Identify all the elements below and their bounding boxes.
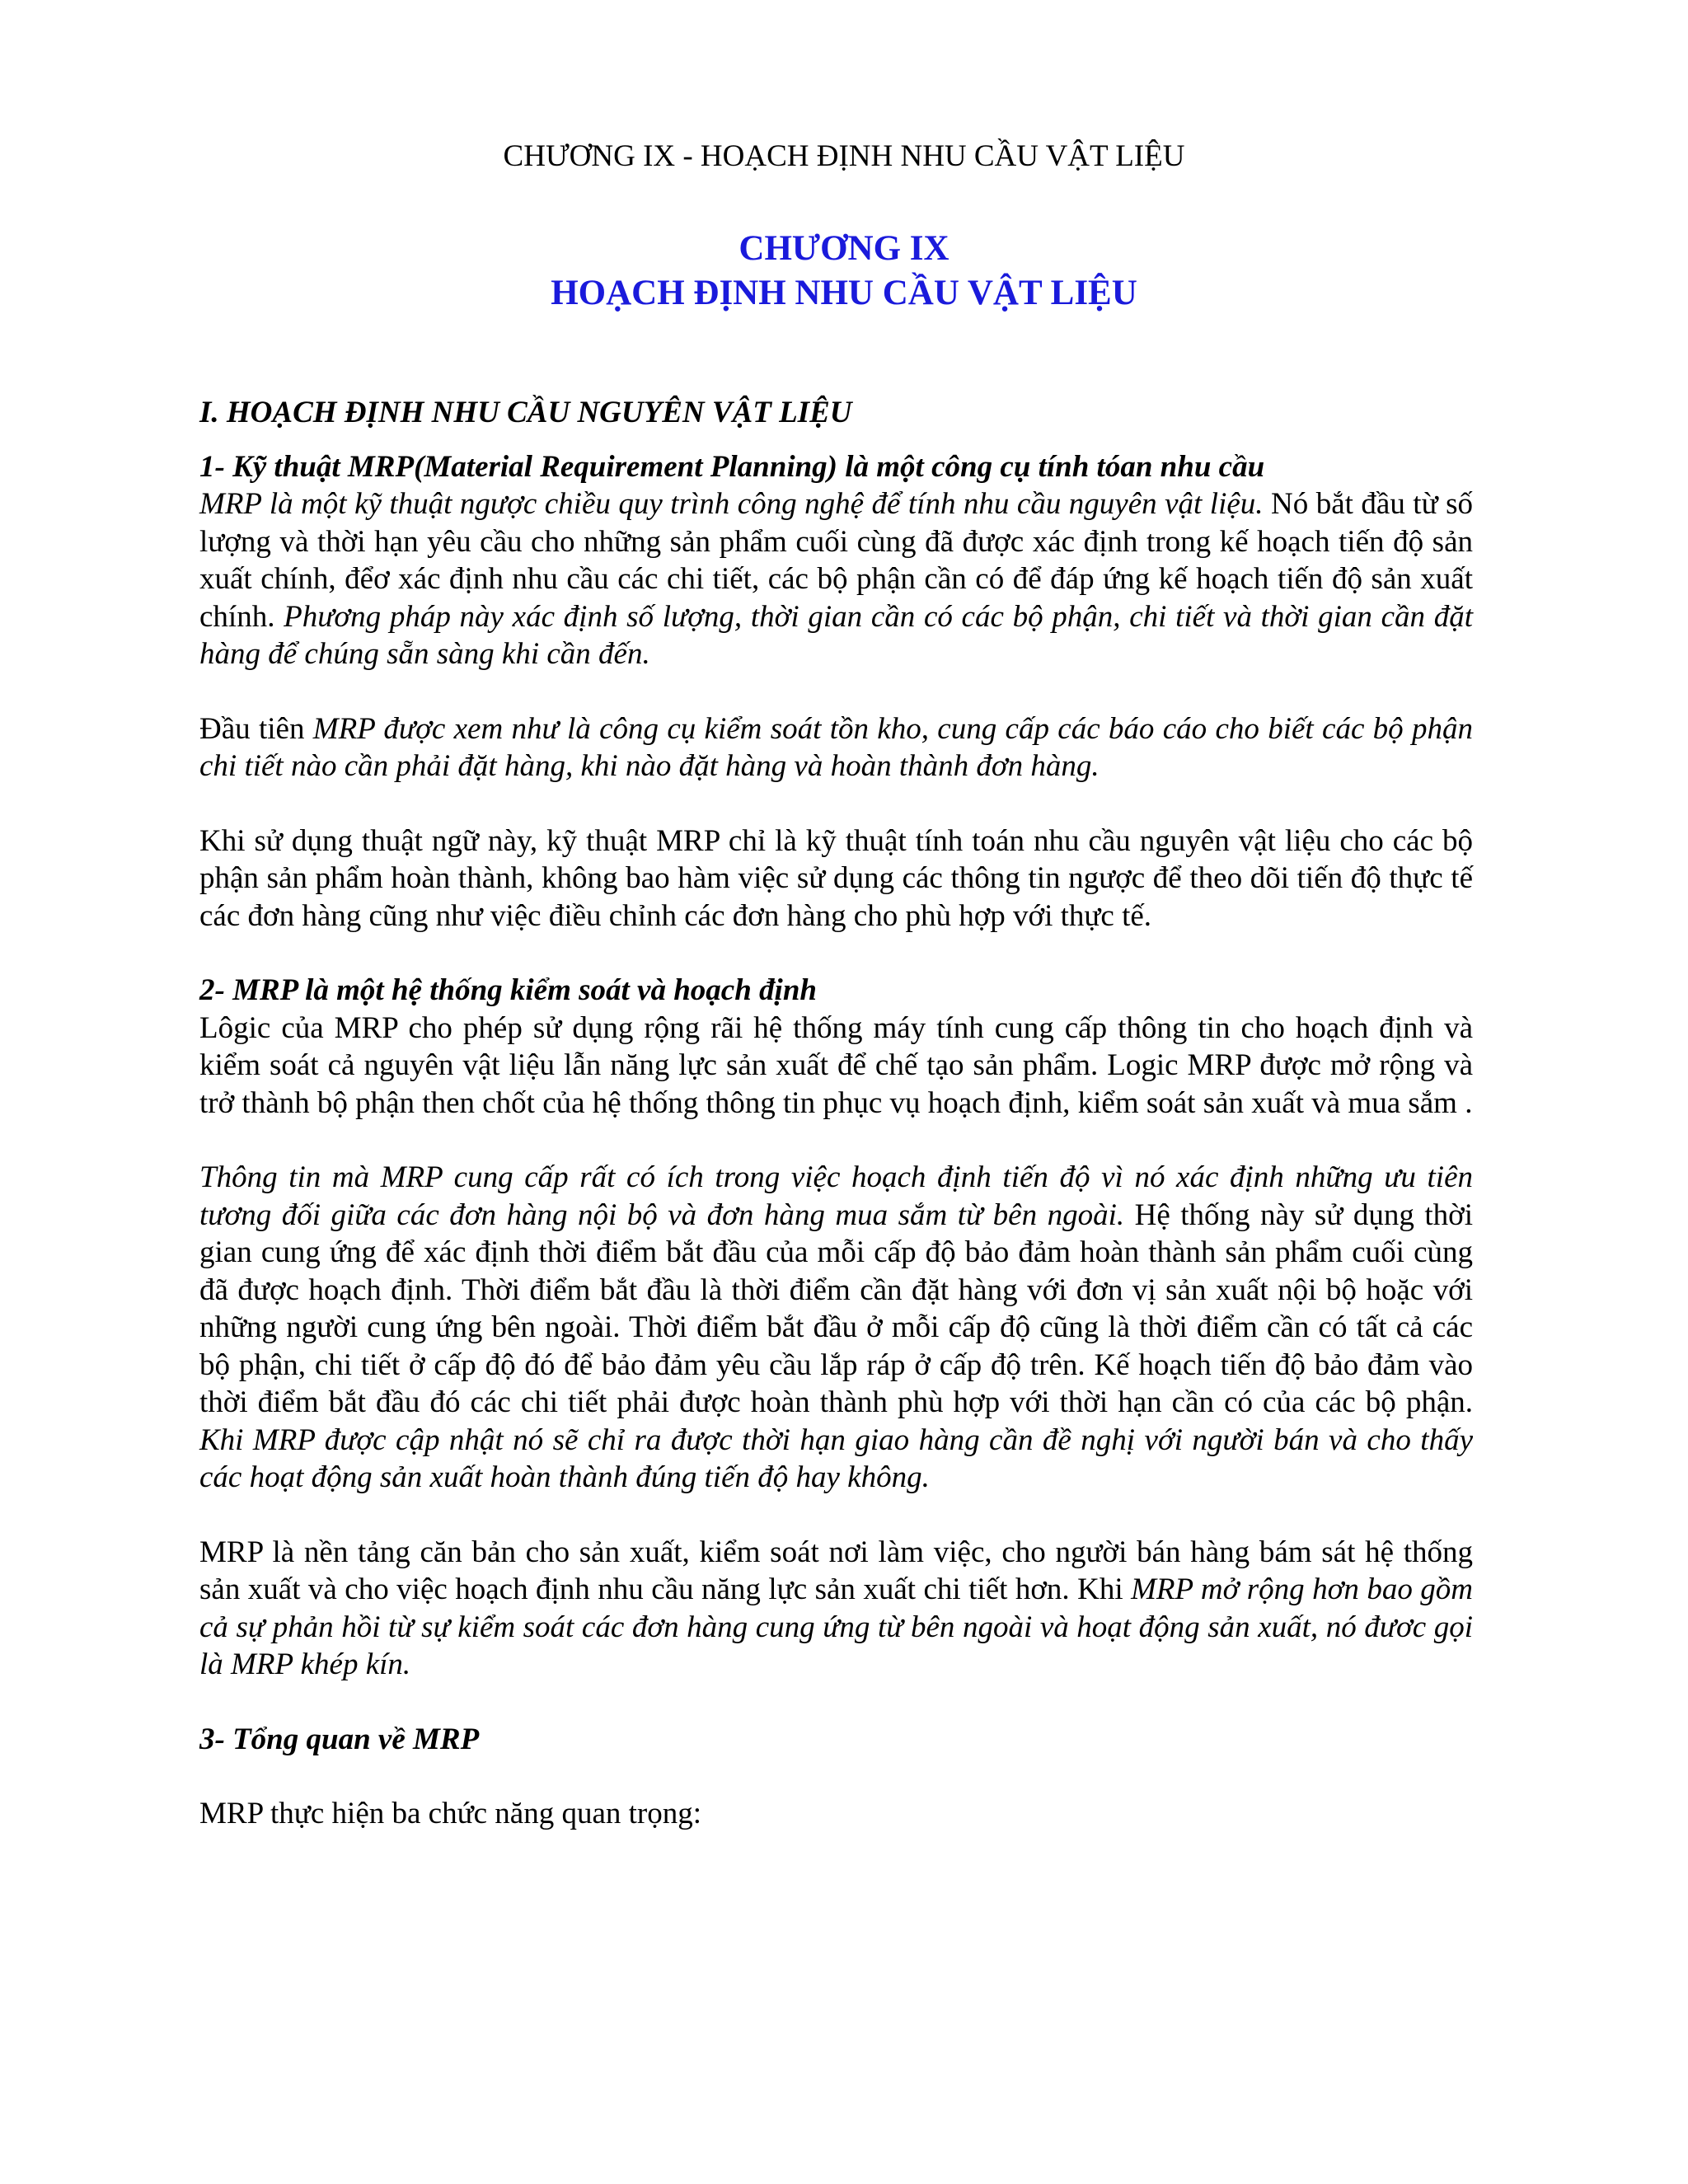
text-italic: MRP là một kỹ thuật ngược chiều quy trình công nghệ để tính nhu cầu nguyên vật liệu. [199,487,1264,521]
text-italic: Khi MRP được cập nhật nó sẽ chỉ ra được thời hạn giao hàng cần đề nghị với người bán và cho thấy các hoạt động sản xuất hoàn thành đúng tiến độ hay không. [199,1422,1473,1494]
text-italic: Phương pháp này xác định số lượng, thời gian cần có các bộ phận, chi tiết và thời gian cần đặt hàng để chúng sẵn sàng khi cần đến. [199,599,1473,671]
document-body [199,394,1473,1870]
text-italic: MRP được xem như là công cụ kiểm soát tồn kho, cung cấp các báo cáo cho biết các bộ phận chi tiết nào cần phải đặt hàng, khi nào đặt hàng và hoàn thành đơn hàng. [199,711,1473,783]
running-header: CHƯƠNG IX - HOẠCH ĐỊNH NHU CẦU VẬT LIỆU [503,139,1185,173]
text-italic: MRP mở rộng hơn bao gồm cả sự phản hồi từ sự kiểm soát các đơn hàng cung ứng từ bên ngoài và hoạt động sản xuất, nó đươc gọi là MRP khép kín. [199,1572,1473,1681]
text: Hệ thống này sử dụng thời gian cung ứng để xác định thời điểm bắt đầu của mỗi cấp độ bảo đảm hoàn thành sản phẩm cuối cùng đã được hoạch định. Thời điểm bắt đầu là thời điểm cần đặt hàng với đơn vị sản xuất nội bộ hoặc với những người cung ứng bên ngoài. Thời điểm bắt đầu ở mỗi cấp độ cũng là thời điểm cần có tất cả các bộ phận, chi tiết ở cấp độ đó để bảo đảm yêu cầu lắp ráp ở cấp độ trên. Kế hoạch tiến độ bảo đảm vào thời điểm bắt đầu đó các chi tiết phải được hoàn thành phù hợp với thời hạn cần có của các bộ phận. [199,1197,1473,1419]
text: Đầu tiên [199,711,313,746]
paragraph: Khi sử dụng thuật ngữ này, kỹ thuật MRP chỉ là kỹ thuật tính toán nhu cầu nguyên vật liệu cho các bộ phận sản phẩm hoàn thành, không bao hàm việc sử dụng các thông tin ngược để theo dõi tiến độ thực tế các đơn hàng cũng như việc điều chỉnh các đơn hàng cho phù hợp với thực tế. [199,823,1473,933]
text: MRP là nền tảng căn bản cho sản xuất, kiểm soát nơi làm việc, cho người bán hàng bám sát hệ thống sản xuất và cho việc hoạch định nhu cầu năng lực sản xuất chi tiết hơn. Khi [199,1535,1473,1606]
subsection-1-heading: 1- Kỹ thuật MRP(Material Requirement Planning) là một công cụ tính tóan nhu cầu [199,449,1265,484]
text-italic: Thông tin mà MRP cung cấp rất có ích trong việc hoạch định tiến độ vì nó xác định những ưu tiên tương đối giữa các đơn hàng nội bộ và đơn hàng mua sắm từ bên ngoài. [199,1160,1473,1232]
paragraph: Lôgic của MRP cho phép sử dụng rộng rãi hệ thống máy tính cung cấp thông tin cho hoạch định và kiểm soát cả nguyên vật liệu lẫn năng lực sản xuất để chế tạo sản phẩm. Logic MRP được mở rộng và trở thành bộ phận then chốt của hệ thống thông tin phục vụ hoạch định, kiểm soát sản xuất và mua sắm . [199,1010,1473,1120]
paragraph [199,710,1473,785]
chapter-name: HOẠCH ĐỊNH NHU CẦU VẬT LIỆU [551,274,1137,312]
chapter-number: CHƯƠNG IX [738,229,950,268]
section-heading: I. HOẠCH ĐỊNH NHU CẦU NGUYÊN VẬT LIỆU [199,396,852,429]
paragraph [199,485,1473,673]
paragraph: MRP thực hiện ba chức năng quan trọng: [199,1797,702,1830]
paragraph [199,1534,1473,1684]
paragraph [199,1159,1473,1497]
subsection-3-heading: 3- Tổng quan về MRP [199,1722,480,1756]
chapter-title [0,227,1688,316]
text: Nó bắt đầu từ số lượng và thời hạn yêu cầu cho những sản phẩm cuối cùng đã được xác định trong kế hoạch tiến độ sản xuất chính, đểơ xác định nhu cầu các chi tiết, các bộ phận cần có để đáp ứng kế hoạch tiến độ sản xuất chính. [199,487,1474,634]
subsection-2-heading: 2- MRP là một hệ thống kiểm soát và hoạch định [199,973,817,1007]
